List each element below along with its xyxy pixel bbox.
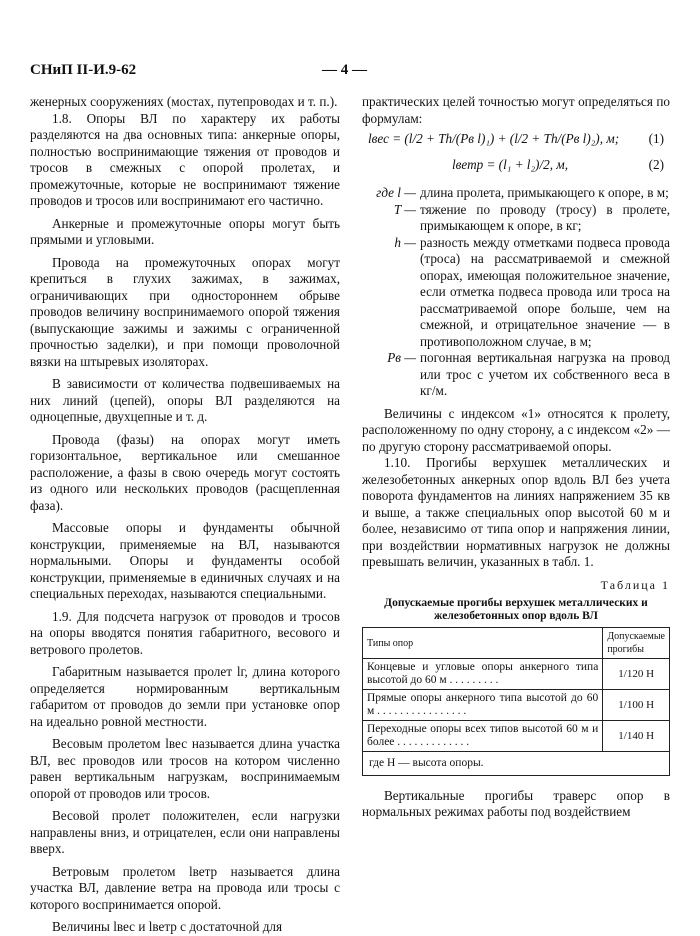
paragraph: Габаритным называется пролет lг, длина которого определяется нормированным вертикальным габаритом от проводов до земли при установке опор на идеально ровной местности. [30,664,340,729]
section-1-9: 1.9. Для подсчета нагрузок от проводов и тросов на опоры вводятся понятия габаритного, весового и ветрового пролетов. [30,608,340,657]
paragraph: Весовым пролетом lвес называется длина участка ВЛ, вес проводов или тросов на котором численно равен вертикальным нагрузкам, воспринимаемым опорой от проводов или тросов. [30,736,340,801]
paragraph: Вертикальные прогибы траверс опор в нормальных режимах работы под воздействием [362,787,670,819]
page-number: — 4 — [322,62,367,78]
table-cell: 1/100 H [603,690,670,721]
paragraph: Провода на промежуточных опорах могут крепиться в глухих зажимах, в зажимах, ограничивающих при одностороннем обрыве проводов величину воспринимаемого опорой тяжения (выпускающие зажимы и зажимы с ограниченной прочностью заделки), и при помощи проволочной вязки на штыревых изоляторах. [30,254,340,369]
definition-h [362,235,670,351]
definition-term: h — [394,234,416,250]
table-row [363,721,670,752]
deflection-table [362,627,670,752]
definition-term: где l — [376,185,416,200]
paragraph: Величины lвес и lветр с достаточной для [52,919,283,934]
definition-desc: погонная вертикальная нагрузка на провод или трос с учетом их собственного веса в кг/м. [420,350,670,398]
table-note: где H — высота опоры. [362,752,670,776]
definition-pv [362,350,670,400]
paragraph: Весовой пролет положителен, если нагрузки направлены вниз, и отрицателен, если они направлены вверх. [30,808,340,856]
section-1-10: 1.10. Прогибы верхушек металлических и железобетонных анкерных опор вдоль ВЛ без учета поворота фундаментов на линиях напряжением 35 кв и выше, а также специальных опор высотой 60 м и более, независимо от типа опор и напряжения линии, при воздействии нормативных нагрузок не должны превышать величин, указанных в табл. 1. [362,455,670,569]
left-column [30,94,340,936]
section-1-8: 1.8. Опоры ВЛ по характеру их работы разделяются на два основных типа: анкерные опоры, полностью воспринимающие тяжения от проводов и тросов в смежных с опорой пролетах, и промежуточные, которые не воспринимают тяжение проводов и тросов или воспринимают его частично. [30,110,340,208]
table-cell: 1/140 H [603,721,670,752]
formula-number: (2) [648,157,664,172]
paragraph: Анкерные и промежуточные опоры могут быть прямыми и угловыми. [30,215,340,247]
table-cell: Концевые и угловые опоры анкерного типа высотой до 60 м . . . . . . . . . [363,659,603,690]
table-header: Допускаемые прогибы [603,628,670,659]
formula-number: (1) [648,131,664,146]
definition-l [362,185,670,202]
document-code: СНиП II-И.9-62 [30,62,137,78]
table-row [363,659,670,690]
formula-1 [362,127,670,153]
definition-desc: тяжение по проводу (тросу) в пролете, примыкающем к опоре, в кг; [420,201,670,233]
paragraph: практических целей точностью могут определяться по формулам: [362,94,670,126]
definition-term: Pв — [387,350,416,365]
definition-t [362,202,670,235]
table-cell: Прямые опоры анкерного типа высотой до 60 м . . . . . . . . . . . . . . . . [363,690,603,721]
table-cell: 1/120 H [603,659,670,690]
table-header-row [363,628,670,659]
paragraph: В зависимости от количества подвешиваемых на них линий (цепей), опоры ВЛ разделяются на одноцепные, двухцепные и т. д. [30,376,340,424]
table-caption: Таблица 1 [600,577,670,592]
paragraph: Провода (фазы) на опорах могут иметь горизонтальное, вертикальное или смешанное расположение, а фазы в свою очередь могут состоять из одного или нескольких проводов (расщепленная фаза). [30,431,340,513]
table-cell: Переходные опоры всех типов высотой 60 м и более . . . . . . . . . . . . . [363,721,603,752]
table-row [363,690,670,721]
paragraph: Величины с индексом «1» относятся к пролету, расположенному по одну сторону, а с индексом «2» — по другую сторону рассматриваемой опоры. [362,405,670,454]
definition-desc: разность между отметками подвеса провода (троса) на рассматриваемой и смежной опорах, имеющая положительное значение, если отметка подвеса провода или троса на рассматриваемой опоре больше, чем на смежной, и отрицательное значение — в противоположном случае, в м; [420,234,670,349]
table-title: Допускаемые прогибы верхушек металлических и железобетонных опор вдоль ВЛ [384,597,648,622]
right-column [362,94,670,821]
formula-expression: lвес = (l/2 + Th/(Pв l)₁) + (l/2 + Th/(Pв l)₂), м; [368,131,620,146]
paragraph: Массовые опоры и фундаменты обычной конструкции, применяемые на ВЛ, называются нормальными. Опоры и фундаменты особой конструкции, применяемые в единичных случаях и на специальных переходах, называются специальными. [30,520,340,601]
formula-2 [362,153,670,179]
definition-desc: длина пролета, примыкающего к опоре, в м; [420,185,669,200]
table-header: Типы опор [363,628,603,659]
paragraph: Ветровым пролетом lветр называется длина участка ВЛ, давление ветра на провода или тросы с которого воспринимается опорой. [30,863,340,912]
definition-term: T — [393,201,416,217]
paragraph: женерных сооружениях (мостах, путепроводах и т. п.). [30,94,338,109]
formula-expression: lветр = (l₁ + l₂)/2, м, [452,157,569,172]
